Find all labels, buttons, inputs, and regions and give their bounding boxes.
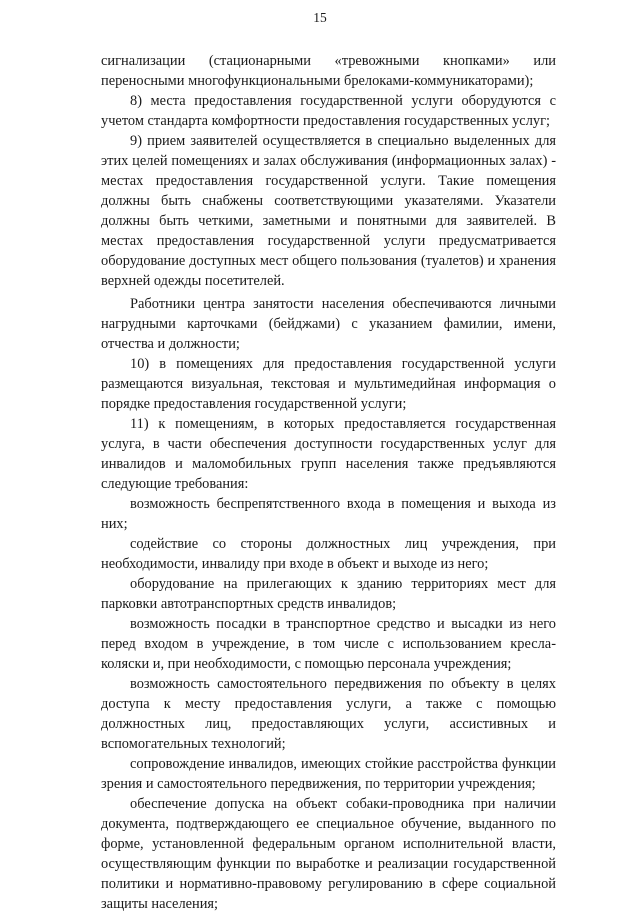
requirement-parking: оборудование на прилегающих к зданию территориях мест для парковки автотранспортных средств инвалидов; <box>101 576 556 612</box>
paragraph-badges: Работники центра занятости населения обеспечиваются личными нагрудными карточками (бейджами) с указанием фамилии, имени, отчества и должности; <box>101 296 556 352</box>
requirement-escort: сопровождение инвалидов, имеющих стойкие расстройства функции зрения и самостоятельного передвижения, по территории учреждения; <box>101 756 556 792</box>
requirement-guide-dog: обеспечение допуска на объект собаки-проводника при наличии документа, подтверждающего ее специальное обучение, выданного по форме, установленной федеральным органом исполнительной власти, осуществляющим функции по выработке и реализации государственной политики и нормативно-правовому регулированию в сфере социальной защиты населения; <box>101 796 556 912</box>
requirement-staff-assistance: содействие со стороны должностных лиц учреждения, при необходимости, инвалиду при входе в объект и выходе из него; <box>101 536 556 572</box>
paragraph-item-11: 11) к помещениям, в которых предоставляется государственная услуга, в части обеспечения доступности государственных услуг для инвалидов и маломобильных групп населения также предъявляются следующие требования: <box>101 416 556 492</box>
page-number: 15 <box>313 10 327 25</box>
paragraph-item-10: 10) в помещениях для предоставления государственной услуги размещаются визуальная, текстовая и мультимедийная информация о порядке предоставления государственной услуги; <box>101 356 556 412</box>
requirement-self-movement: возможность самостоятельного передвижения по объекту в целях доступа к месту предоставления услуги, а также с помощью должностных лиц, предоставляющих услуги, ассистивных и вспомогательных технологий; <box>101 676 556 752</box>
requirement-transport-boarding: возможность посадки в транспортное средство и высадки из него перед входом в учреждение, в том числе с использованием кресла-коляски и, при необходимости, с помощью персонала учреждения; <box>101 616 556 672</box>
paragraph-alarm-continuation: сигнализации (стационарными «тревожными кнопками» или переносными многофункциональными брелоками-коммуникаторами); <box>101 53 556 89</box>
paragraph-item-9: 9) прием заявителей осуществляется в специально выделенных для этих целей помещениях и залах обслуживания (информационных залах) - местах предоставления государственной услуги. Такие помещения должны быть снабжены соответствующими указателями. Указатели должны быть четкими, заметными и понятными для заявителей. В местах предоставления государственной услуги предусматривается оборудование доступных мест общего пользования (туалетов) и хранения верхней одежды посетителей. <box>101 133 556 289</box>
document-body <box>101 51 556 914</box>
requirement-entry-exit: возможность беспрепятственного входа в помещения и выхода из них; <box>101 496 556 532</box>
paragraph-item-8: 8) места предоставления государственной услуги оборудуются с учетом стандарта комфортности предоставления государственных услуг; <box>101 93 556 129</box>
